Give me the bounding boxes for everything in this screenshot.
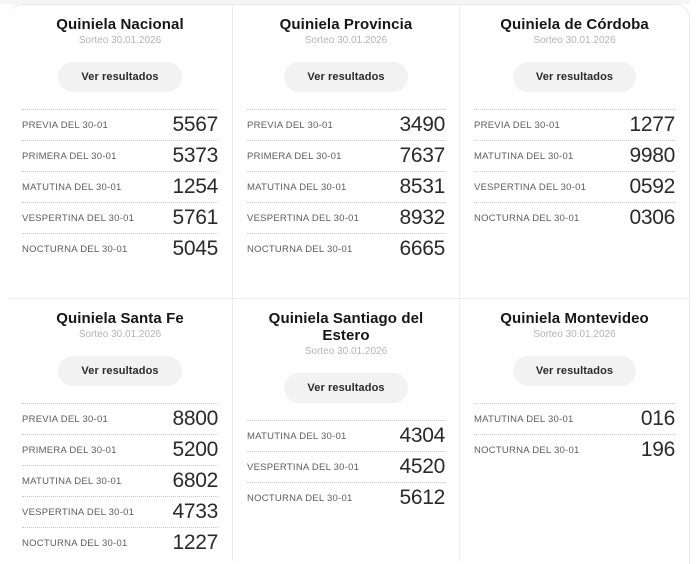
results-list (22, 403, 218, 558)
result-row (22, 171, 218, 202)
quiniela-card-santiago-del-estero (233, 299, 460, 561)
result-row (247, 420, 445, 451)
card-title: Quiniela Montevideo (500, 310, 649, 327)
draw-label: MATUTINA DEL 30-01 (474, 413, 574, 425)
ver-resultados-button[interactable]: Ver resultados (513, 62, 636, 92)
draw-label: PRIMERA DEL 30-01 (22, 444, 117, 456)
ver-resultados-button[interactable]: Ver resultados (513, 356, 636, 386)
draw-number: 6665 (399, 237, 445, 260)
result-row (22, 465, 218, 496)
draw-number: 5567 (172, 113, 218, 136)
result-row (474, 202, 675, 233)
draw-label: PREVIA DEL 30-01 (22, 413, 109, 425)
result-row (247, 140, 445, 171)
draw-number: 5045 (172, 237, 218, 260)
draw-label: MATUTINA DEL 30-01 (22, 475, 122, 487)
draw-date: Sorteo 30.01.2026 (533, 329, 616, 340)
draw-number: 4733 (172, 500, 218, 523)
quiniela-card-santa-fe (8, 299, 233, 561)
draw-label: PREVIA DEL 30-01 (474, 119, 561, 131)
result-row (474, 109, 675, 140)
draw-number: 5612 (399, 486, 445, 509)
draw-label: VESPERTINA DEL 30-01 (247, 212, 360, 224)
draw-label: MATUTINA DEL 30-01 (247, 430, 347, 442)
draw-number: 3490 (399, 113, 445, 136)
draw-label: PRIMERA DEL 30-01 (247, 150, 342, 162)
draw-number: 5200 (172, 438, 218, 461)
draw-label: PREVIA DEL 30-01 (22, 119, 109, 131)
result-row (247, 233, 445, 264)
result-row (474, 140, 675, 171)
draw-label: NOCTURNA DEL 30-01 (22, 537, 128, 549)
draw-number: 8531 (399, 175, 445, 198)
draw-label: NOCTURNA DEL 30-01 (247, 243, 353, 255)
draw-number: 7637 (399, 144, 445, 167)
ver-resultados-button[interactable]: Ver resultados (284, 62, 407, 92)
draw-number: 5373 (172, 144, 218, 167)
draw-label: MATUTINA DEL 30-01 (474, 150, 574, 162)
draw-date: Sorteo 30.01.2026 (304, 346, 388, 357)
quiniela-card-nacional (8, 5, 233, 299)
draw-label: PRIMERA DEL 30-01 (22, 150, 117, 162)
card-title: Quiniela Santa Fe (56, 310, 184, 327)
draw-number: 196 (640, 438, 675, 461)
draw-label: VESPERTINA DEL 30-01 (22, 212, 135, 224)
draw-number: 0592 (629, 175, 675, 198)
result-row (22, 403, 218, 434)
draw-label: MATUTINA DEL 30-01 (247, 181, 347, 193)
draw-date: Sorteo 30.01.2026 (78, 329, 162, 340)
draw-number: 016 (640, 407, 675, 430)
draw-number: 8800 (172, 407, 218, 430)
draw-number: 4304 (399, 424, 445, 447)
results-list (474, 403, 675, 465)
draw-date: Sorteo 30.01.2026 (304, 35, 388, 46)
result-row (247, 482, 445, 513)
draw-label: MATUTINA DEL 30-01 (22, 181, 122, 193)
draw-label: VESPERTINA DEL 30-01 (474, 181, 587, 193)
draw-label: NOCTURNA DEL 30-01 (247, 492, 353, 504)
card-title: Quiniela Santiago del Estero (268, 310, 424, 344)
draw-date: Sorteo 30.01.2026 (533, 35, 616, 46)
draw-label: NOCTURNA DEL 30-01 (474, 444, 580, 456)
quiniela-results-board (8, 4, 690, 564)
ver-resultados-button[interactable]: Ver resultados (58, 356, 181, 386)
result-row (474, 171, 675, 202)
draw-label: PREVIA DEL 30-01 (247, 119, 334, 131)
draw-label: VESPERTINA DEL 30-01 (22, 506, 135, 518)
draw-number: 0306 (629, 206, 675, 229)
draw-label: NOCTURNA DEL 30-01 (474, 212, 580, 224)
quiniela-card-provincia (233, 5, 460, 299)
draw-number: 6802 (172, 469, 218, 492)
result-row (22, 233, 218, 264)
ver-resultados-button[interactable]: Ver resultados (284, 373, 407, 403)
result-row (22, 109, 218, 140)
result-row (247, 202, 445, 233)
draw-label: NOCTURNA DEL 30-01 (22, 243, 128, 255)
result-row (22, 202, 218, 233)
result-row (474, 434, 675, 465)
draw-date: Sorteo 30.01.2026 (78, 35, 162, 46)
result-row (247, 171, 445, 202)
result-row (22, 496, 218, 527)
draw-label: VESPERTINA DEL 30-01 (247, 461, 360, 473)
result-row (22, 527, 218, 558)
result-row (22, 140, 218, 171)
draw-number: 4520 (399, 455, 445, 478)
quiniela-card-cordoba (460, 5, 689, 299)
card-title: Quiniela Provincia (279, 16, 413, 33)
result-row (22, 434, 218, 465)
result-row (247, 109, 445, 140)
ver-resultados-button[interactable]: Ver resultados (58, 62, 181, 92)
draw-number: 1227 (172, 531, 218, 554)
draw-number: 1254 (172, 175, 218, 198)
results-list (22, 109, 218, 264)
results-list (247, 420, 445, 513)
card-title: Quiniela Nacional (56, 16, 184, 33)
draw-number: 8932 (399, 206, 445, 229)
results-list (247, 109, 445, 264)
quiniela-card-montevideo (460, 299, 689, 561)
draw-number: 9980 (629, 144, 675, 167)
draw-number: 5761 (172, 206, 218, 229)
results-list (474, 109, 675, 233)
card-title: Quiniela de Córdoba (500, 16, 649, 33)
result-row (247, 451, 445, 482)
result-row (474, 403, 675, 434)
draw-number: 1277 (629, 113, 675, 136)
